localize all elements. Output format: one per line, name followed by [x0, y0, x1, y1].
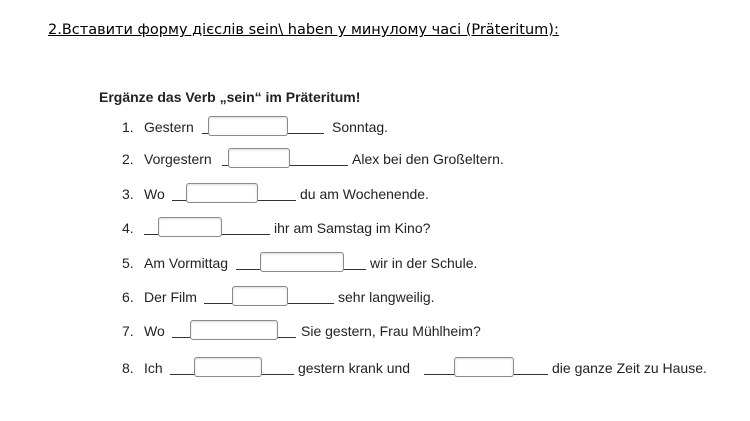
sentence-text-middle: gestern krank und: [298, 360, 411, 376]
answer-field-3[interactable]: [186, 183, 258, 203]
sentence-text-after: wir in der Schule.: [370, 255, 478, 271]
answer-field-2[interactable]: [228, 148, 290, 168]
sentence-number: 7.: [122, 323, 134, 339]
sentence-text-after: Sonntag.: [332, 119, 389, 135]
sentence-number: 4.: [122, 220, 134, 236]
sentence-text-before: Gestern: [144, 119, 194, 135]
sentence-text-before: Ich: [144, 360, 163, 376]
exercise-title: Ergänze das Verb „sein“ im Präteritum!: [99, 89, 361, 105]
sentence-number: 5.: [122, 255, 134, 271]
sentence-number: 3.: [122, 186, 134, 202]
sentence-number: 1.: [122, 119, 134, 135]
answer-field-5[interactable]: [260, 252, 344, 272]
sentence-text-after: sehr langweilig.: [338, 289, 435, 305]
answer-field-8a[interactable]: [194, 357, 262, 377]
sentence-number: 8.: [122, 360, 134, 376]
sentence-text-before: Wo: [144, 323, 165, 339]
sentence-text-after: ihr am Samstag im Kino?: [274, 220, 431, 236]
answer-field-7[interactable]: [190, 320, 278, 340]
answer-field-4[interactable]: [158, 217, 222, 237]
answer-field-6[interactable]: [232, 286, 288, 306]
sentence-text-after: die ganze Zeit zu Hause.: [552, 360, 707, 376]
sentence-text-before: Wo: [144, 186, 165, 202]
sentence-text-after: du am Wochenende.: [300, 186, 429, 202]
sentence-number: 6.: [122, 289, 134, 305]
sentence-text-before: Am Vormittag: [144, 255, 229, 271]
sentence-number: 2.: [122, 151, 134, 167]
sentence-text-before: Der Film: [144, 289, 197, 305]
sentence-row-8: [122, 357, 732, 379]
task-heading: 2.Вставити форму дієслів sein\ haben у минулому часі (Präteritum):: [48, 22, 559, 38]
sentence-text-after: Alex bei den Großeltern.: [352, 151, 504, 167]
answer-field-1[interactable]: [208, 116, 288, 136]
answer-field-8b[interactable]: [454, 357, 514, 377]
sentence-text-after: Sie gestern, Frau Mühlheim?: [301, 323, 481, 339]
sentence-text-before: Vorgestern: [144, 151, 212, 167]
